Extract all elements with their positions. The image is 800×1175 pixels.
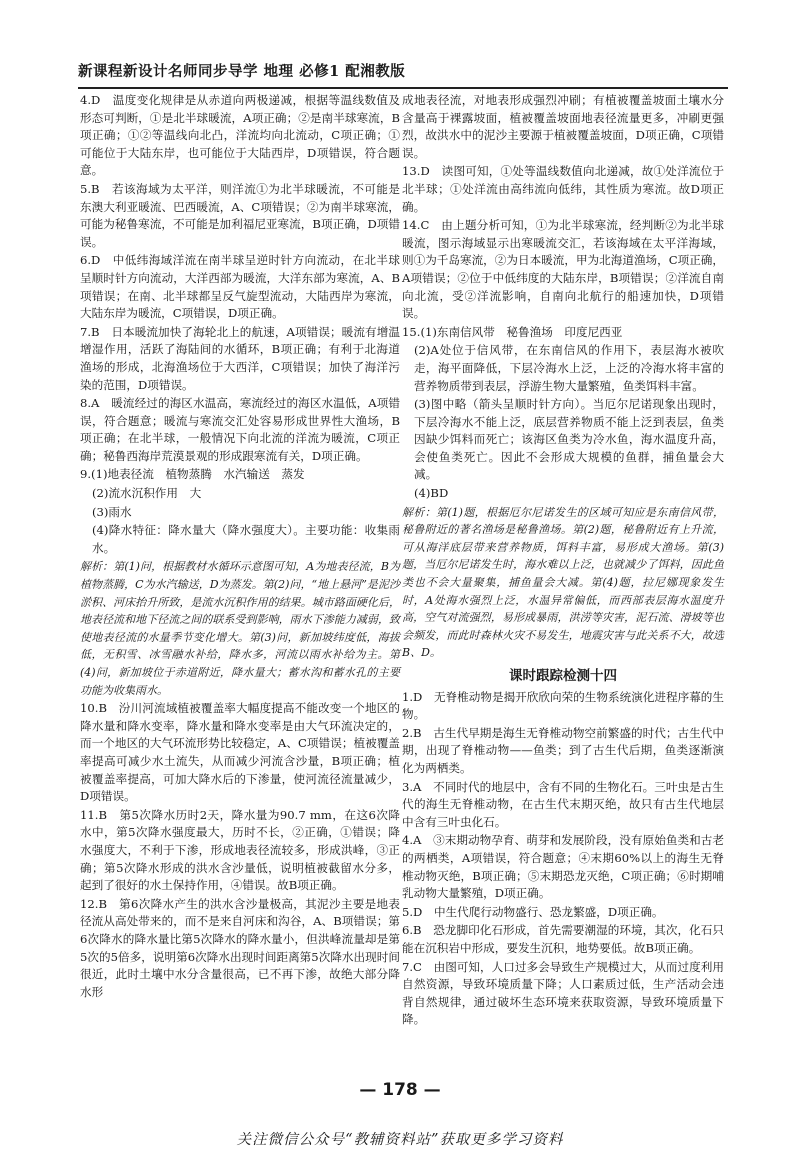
answer-14: 14.C 由上题分析可知，①为北半球寒流，经判断②为北半球暖流，图示海域显示出寒暖流交汇，若该海域在太平洋海域，则①为千岛寒流，②为日本暖流，甲为北海道渔场，C项正确，A项错误；②位于中低纬度的大陆东岸，B项错误；②洋流自南向北流，受②洋流影响，自南向北航行的船速加快，D项错误。 [402,218,724,321]
answer-12: 12.B 第6次降水产生的洪水含沙量极高，其泥沙主要是地表径流从高处带来的，而不是来自河床和沟谷，A、B项错误；第6次降水的降水量比第5次降水的降水量小，但洪峰流量却是第5次的5倍多，说明第6次降水出现时间距离第5次降水出现时间很近，此时土壤中水分含量很高，已不再下渗，故绝大部分降水形 [80,896,400,999]
page-header [78,60,728,89]
answer-s14-3: 3.A 不同时代的地层中，含有不同的生物化石。三叶虫是古生代的海生无脊椎动物，在古生代末期灭绝，故只有古生代地层中含有三叶虫化石。 [402,779,724,829]
answer-15-3: (3)图中略（箭头呈顺时针方向）。当厄尔尼诺现象出现时，下层冷海水不能上泛，底层营养物质不能上泛到表层，鱼类因缺少饵料而死亡；该海区鱼类为冷水鱼，海水温度升高，会使鱼类死亡。因此不会形成大规模的鱼群，捕鱼量会大减。 [414,397,724,482]
page-number: — 178 — [359,1080,441,1100]
answer-13: 13.D 读图可知，①处等温线数值向北递减，故①处洋流位于北半球；①处洋流由高纬流向低纬，其性质为寒流。故D项正确。 [402,164,724,214]
left-column [80,92,400,1002]
answer-s14-6: 6.B 恐龙脚印化石形成，首先需要潮湿的环境，其次，化石只能在沉积岩中形成，要发生沉积，地势要低。故B项正确。 [402,923,724,955]
answer-11: 11.B 第5次降水历时2天，降水量为90.7 mm，在这6次降水中，第5次降水强度最大，历时不长，②正确，①错误；降水强度大，不利于下渗，形成地表径流较多，形成洪峰，③正确；第5次降水形成的洪水含沙量低，说明植被截留水分多，起到了很好的水土保持作用，④错误。故B项正确。 [80,807,400,893]
answer-s14-1: 1.D 无脊椎动物是揭开欣欣向荣的生物系统演化进程序幕的生物。 [402,689,724,722]
answer-9-1: 9.(1)地表径流 植物蒸腾 水汽输送 蒸发 [80,467,305,482]
answer-5: 5.B 若该海域为太平洋，则洋流①为北半球暖流，不可能是东澳大利亚暖流、巴西暖流，A、C项错误；②为南半球寒流，可能为秘鲁寒流，不可能是加利福尼亚寒流，B项正确，D项错误。 [80,181,400,249]
answer-12-cont: 成地表径流，对地表形成强烈冲刷；有植被覆盖坡面土壤水分含量高于裸露坡面，植被覆盖坡面地表径流量更多，冲刷更强烈，故洪水中的泥沙主要源于植被覆盖坡面，D项正确，C项错误。 [402,93,724,160]
answer-15-4: (4)BD [414,486,449,501]
answer-7: 7.B 日本暖流加快了海轮北上的航速，A项错误；暖流有增温增湿作用，活跃了海陆间的水循环，B项正确；有利于北海道渔场的形成，北海渔场位于大西洋，C项错误；加快了海洋污染的范围，D项错误。 [80,324,400,392]
explanation-15: 解析：第(1)题，根据厄尔尼诺发生的区域可知应是东南信风带，秘鲁附近的著名渔场是秘鲁渔场。第(2)题，秘鲁附近有上升流，可从海洋底层带来营养物质，饵料丰富，易形成大渔场。第(3)题，当厄尔尼诺发生时，海水难以上泛，也就减少了饵料，因此鱼类也不会大量聚集，捕鱼量会大减。第(4)题，拉尼娜现象发生时，A处海水强烈上泛，水温异常偏低，而西部表层海水温度升高，空气对流强烈，易形成暴雨，洪涝等灾害，泥石流、滑坡等也会频发，而此时森林火灾不易发生，地震灾害与此关系不大，故选B、D。 [402,505,724,660]
answer-4: 4.D 温度变化规律是从赤道向两极递减，根据等温线数值及形态可判断，①是北半球暖流，A项正确；②是南半球寒流，B项正确；①②等温线向北凸，洋流均向北流动，C项正确；①可能位于大陆东岸，也可能位于大陆西岸，D项错误，符合题意。 [80,93,400,178]
section-title: 课时跟踪检测十四 [509,668,617,684]
header-title: 新课程新设计名师同步导学 地理 必修1 配湘教版 [78,63,406,80]
answer-9-3: (3)雨水 [92,504,132,519]
answer-6: 6.D 中低纬海域洋流在南半球呈逆时针方向流动，在北半球呈顺时针方向流动，大洋西部为暖流，大洋东部为寒流，A、B项错误；在南、北半球都呈反气旋型流动，大陆西岸为寒流，大陆东岸为暖流，C项错误，D项正确。 [80,253,400,321]
answer-10: 10.B 汾川河流域植被覆盖率大幅度提高不能改变一个地区的降水量和降水变率，降水量和降水变率是由大气环流决定的，而一个地区的大气环流形势比较稳定，A、C项错误；植被覆盖率提高可减少水土流失，从而减少河流含沙量，B项正确；植被覆盖率提高，可加大降水后的下渗量，使河流径流量减少，D项错误。 [80,701,400,804]
answer-s14-2: 2.B 古生代早期是海生无脊椎动物空前繁盛的时代；古生代中期，出现了脊椎动物——鱼类；到了古生代后期，鱼类逐渐演化为两栖类。 [402,725,724,775]
answer-8: 8.A 暖流经过的海区水温高，寒流经过的海区水温低，A项错误，符合题意；暖流与寒流交汇处容易形成世界性大渔场，B项正确；在北半球，一般情况下向北流的洋流为暖流，C项正确；秘鲁西海岸荒漠景观的形成跟寒流有关，D项正确。 [80,396,400,463]
answer-s14-5: 5.D 中生代爬行动物盛行、恐龙繁盛，D项正确。 [402,904,664,919]
answer-9-2: (2)流水沉积作用 大 [92,486,202,501]
answer-9-4: (4)降水特征：降水量大（降水强度大）。主要功能：收集雨水。 [92,523,400,555]
answer-15-2: (2)A处位于信风带，在东南信风的作用下，表层海水被吹走，海平面降低，下层冷海水上泛，上泛的冷海水将丰富的营养物质带到表层，浮游生物大量繁殖，鱼类饵料丰富。 [414,343,724,393]
footer-note: 关注微信公众号“教辅资料站”获取更多学习资料 [236,1132,564,1148]
answer-s14-7: 7.C 由图可知，人口过多会导致生产规模过大，从而过度利用自然资源，导致环境质量下降；人口素质过低，生产活动会违背自然规律，通过破坏生态环境来获取资源，导致环境质量下降。 [402,959,724,1027]
answer-s14-4: 4.A ③末期动物孕育、萌芽和发展阶段，没有原始鱼类和古老的两栖类，A项错误，符合题意；④末期60%以上的海生无脊椎动物灭绝，B项正确；⑤末期恐龙灭绝，C项正确；⑥时期哺乳动物大量繁殖，D项正确。 [402,833,724,901]
explanation-9: 解析：第(1)问，根据教材水循环示意图可知，A为地表径流，B为植物蒸腾，C为水汽输送，D为蒸发。第(2)问，“地上悬河”是泥沙淤积、河床抬升所致，是流水沉积作用的结果。城市路面硬化后，地表径流和地下径流之间的联系受到影响，雨水下渗能力减弱，致使地表径流的水量季节变化增大。第(3)问，新加坡纬度低，海拔低，无积雪、冰雪融水补给，降水多，河流以雨水补给为主。第(4)问，新加坡位于赤道附近，降水量大；蓄水沟和蓄水孔的主要功能为收集雨水。 [80,560,400,697]
answer-15-1: 15.(1)东南信风带 秘鲁渔场 印度尼西亚 [402,324,623,339]
right-column [402,92,724,1030]
